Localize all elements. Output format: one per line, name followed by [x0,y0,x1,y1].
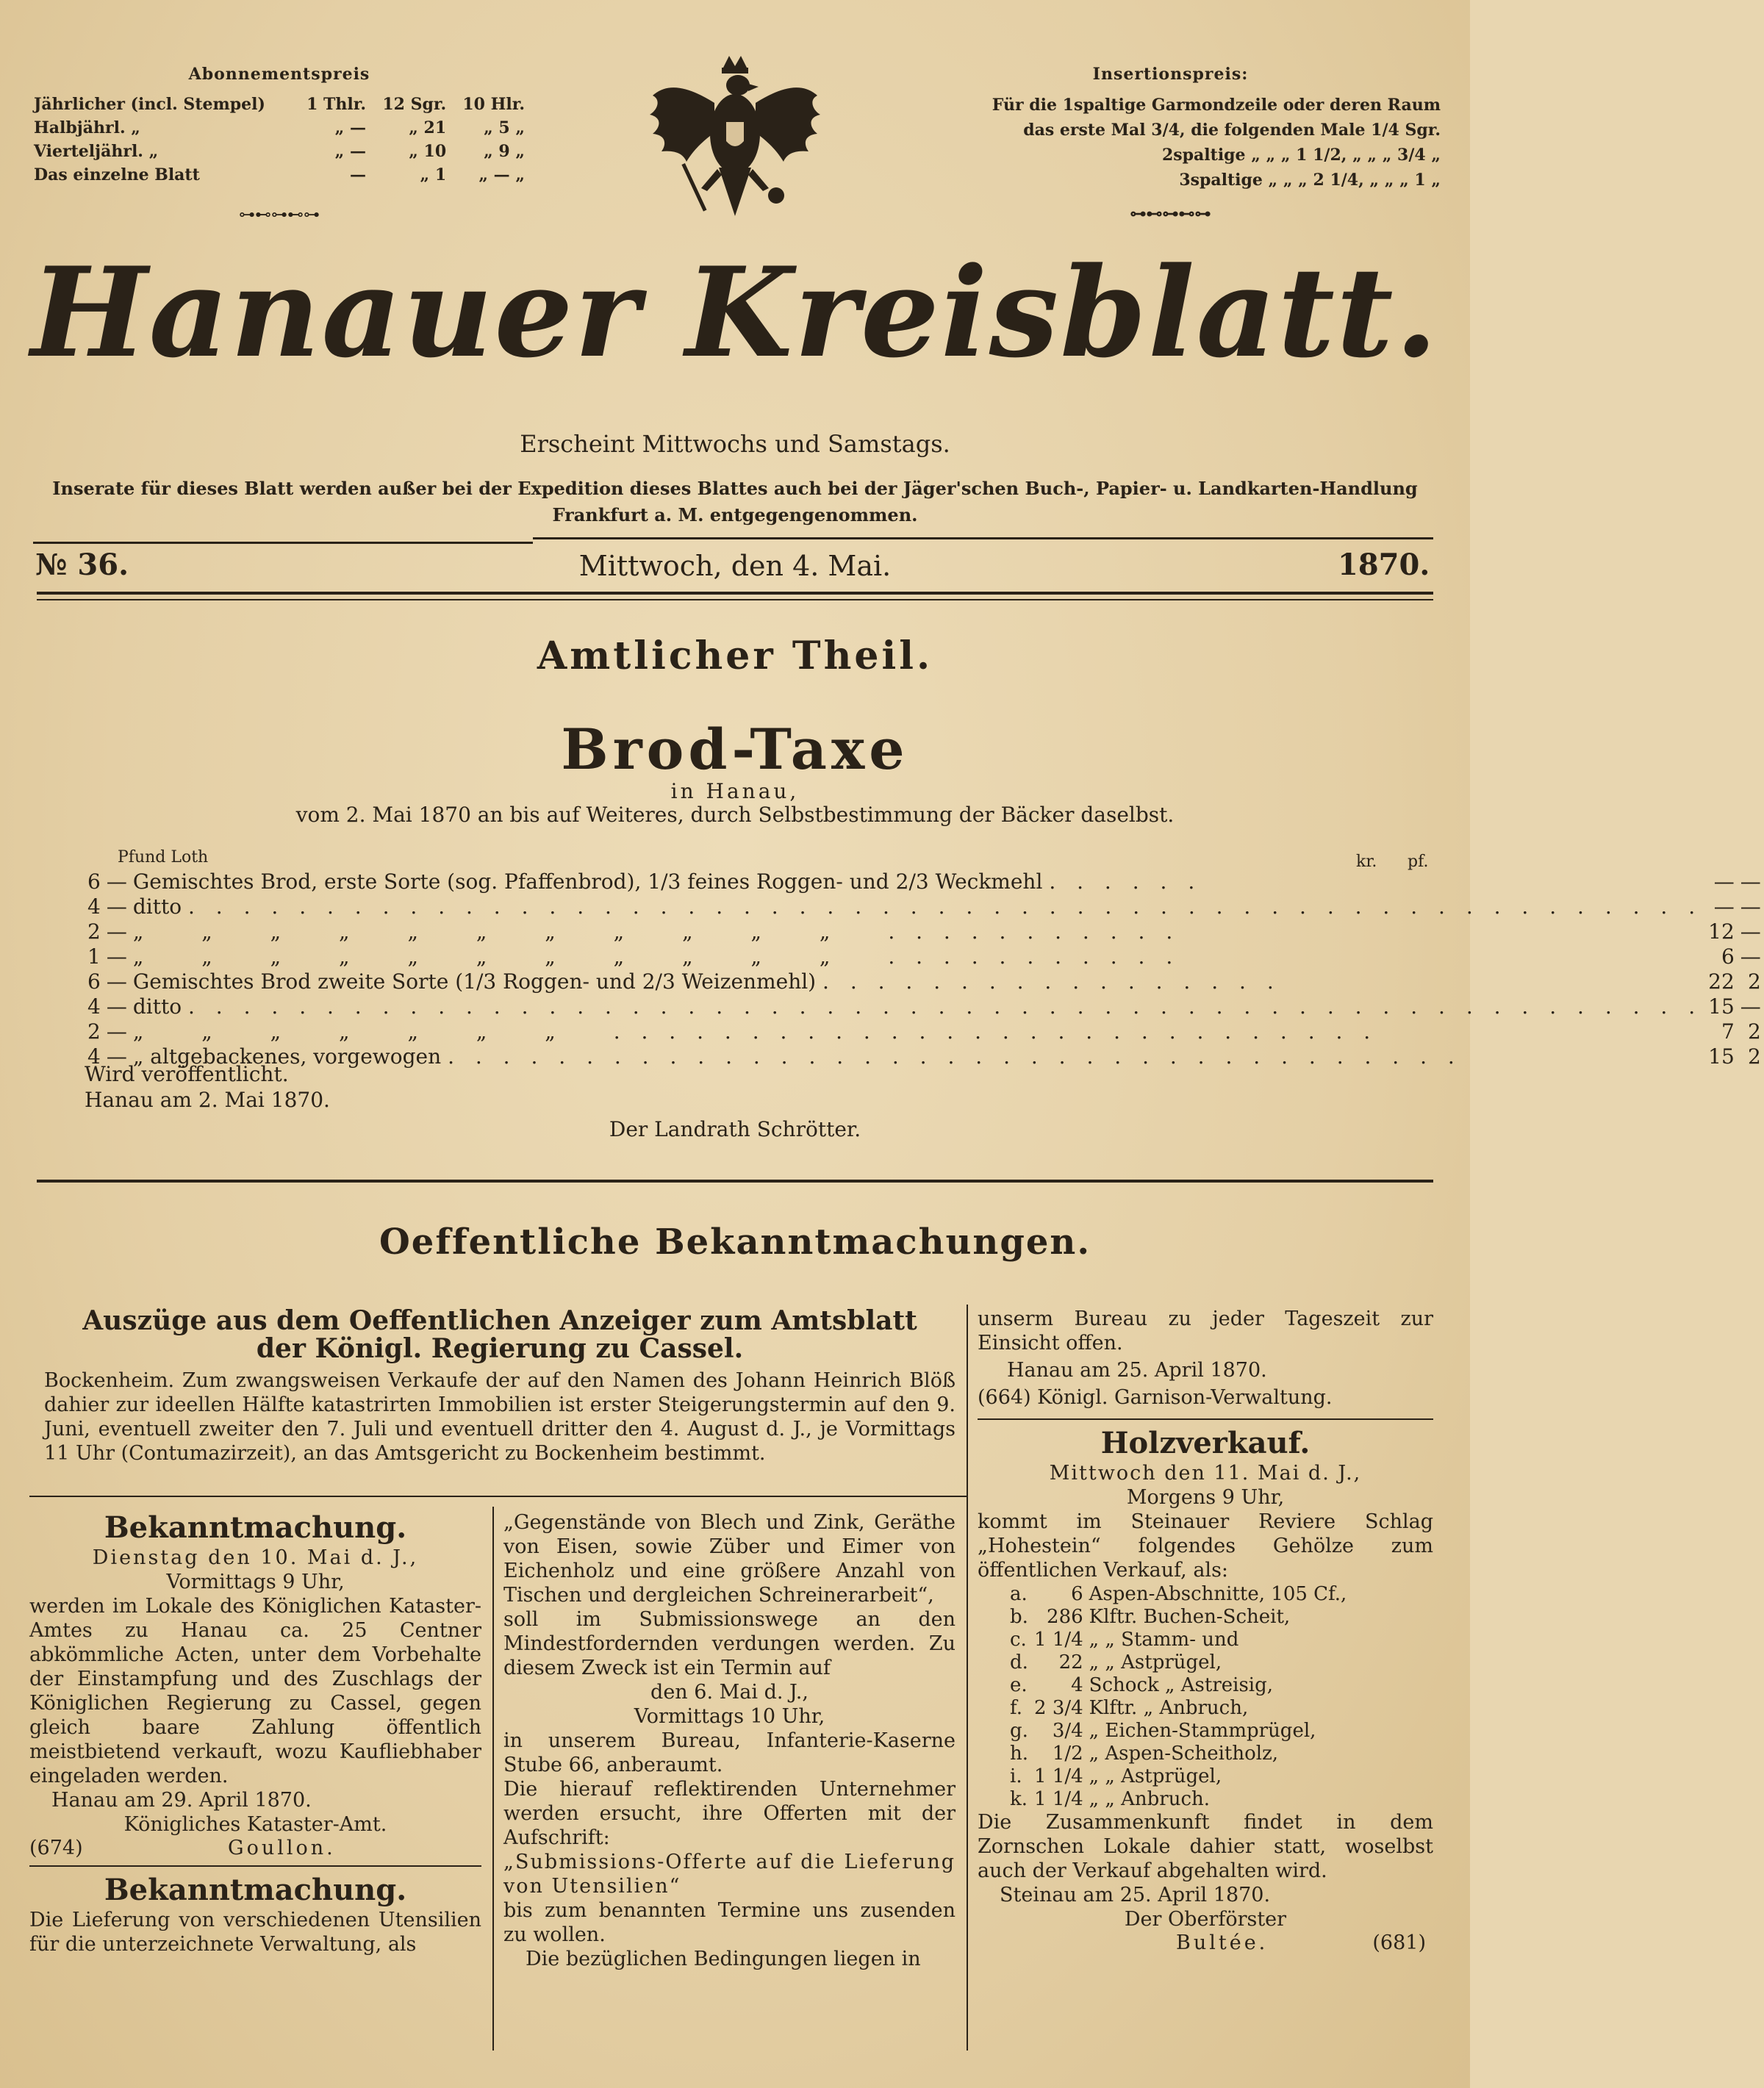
notice-column-right [978,1307,1433,1956]
brod-taxe-title: Brod-Taxe [561,717,909,782]
insertion-title: Insertionspreis: [1092,65,1249,84]
insertion-line: 2spaltige „ „ „ 1 1/2, „ „ „ 3/4 „ [1161,146,1441,165]
brod-subtitle: vom 2. Mai 1870 an bis auf Weiteres, durch Selbstbestimmung der Bäcker daselbst. [295,803,1175,827]
publication-days: Erscheint Mittwochs und Samstags. [520,430,950,458]
table-row: 4 — „ altgebackenes, vorgewogen . . . . . . . . . . . . . . . . . . . . . . . . . . . . . . . . . . . . . 15 2 [87,1044,1761,1069]
notice-body: kommt im Steinauer Reviere Schlag „Hohestein“ folgendes Gehölze zum öffentlichen Verkauf, als: [978,1510,1433,1582]
notice-body: Die Zusammenkunft findet in dem Zornschen Lokale dahier statt, woselbst auch der Verkauf abgehalten wird. [978,1811,1433,1882]
official-place-date: Hanau am 2. Mai 1870. [85,1088,330,1112]
brod-place: in Hanau, [670,779,800,803]
official-section-title: Amtlicher Theil. [537,634,933,678]
public-section-title: Oeffentliche Bekanntmachungen. [379,1221,1091,1263]
column-header-pfund-loth: Pfund Loth [118,848,209,867]
subscription-table [29,93,529,187]
bread-price-table [85,869,1764,1069]
list-item: f. 2 3/4 Klftr. „ Anbruch, [1010,1696,1249,1719]
list-item: c. 1 1/4 „ „ Stamm- und [1010,1628,1239,1651]
wood-item-table [1007,1582,1349,1810]
notice-date-line: den 6. Mai d. J., [650,1681,808,1704]
eagle-emblem [647,51,823,228]
subscription-price-box [29,65,529,224]
notice-title: Bekanntmachung. [104,1510,407,1545]
extract-title: Auszüge aus dem Oeffentlichen Anzeiger zum Amtsblatt [82,1305,917,1336]
notice-office: Königliches Kataster-Amt. [123,1813,387,1836]
list-item: d. 22 „ „ Astprügel, [1010,1651,1222,1673]
notice-footer [29,1837,481,1861]
notice-place-date: Steinau am 25. April 1870. [1000,1884,1271,1906]
notice-signature: Goullon. [228,1837,336,1859]
subscription-row: Halbjährl. „ „ — „ 21 „ 5 „ [34,118,525,137]
list-item: h. 1/2 „ Aspen-Scheitholz, [1010,1742,1279,1765]
divider-rule [37,1180,1433,1183]
list-item: k. 1 1/4 „ „ Anbruch. [1010,1787,1211,1810]
list-item: e. 4 Schock „ Astreisig, [1010,1673,1274,1696]
notice-time-line: Vormittags 9 Uhr, [166,1571,345,1593]
subscription-row: Jährlicher (incl. Stempel) 1 Thlr. 12 Sgr. 10 Hlr. [34,95,525,114]
insertion-price-box [900,65,1441,223]
issue-year: 1870. [1338,548,1430,582]
table-row: 4 — ditto . . . . . . . . . . . . . . . . . . . . . . . . . . . . . . . . . . . . . . . . . . . . . . . . . . . . . . . 15 — [87,994,1761,1019]
extract-title-2: der Königl. Regierung zu Cassel. [256,1333,744,1364]
notice-body: in unserem Bureau, Infanterie-Kaserne Stube 66, anberaumt. [503,1729,956,1776]
notice-body: Die bezüglichen Bedingungen liegen in [526,1948,921,1970]
subscription-row: Vierteljährl. „ „ — „ 10 „ 9 „ [34,142,525,161]
inserate-notice: Inserate für dieses Blatt werden außer bei der Expedition dieses Blattes auch bei der Jäger'schen Buch-, Papier- u. Landkarten-Handlung [52,478,1418,499]
table-row: 4 — ditto . . . . . . . . . . . . . . . . . . . . . . . . . . . . . . . . . . . . . . . . . . . . . . . . . . . . . . . — — [87,894,1761,919]
notice-column-middle [503,1510,956,1971]
notice-place-date: Hanau am 29. April 1870. [51,1789,312,1812]
notice-time-line: Morgens 9 Uhr, [1126,1486,1285,1509]
extract-block [44,1307,956,1465]
column-rule [967,1305,968,2051]
issue-number: № 36. [35,548,129,582]
divider-rule [33,542,533,544]
notice-signature: (664) Königl. Garnison-Verwaltung. [978,1386,1333,1409]
divider-rule [978,1418,1433,1420]
utensil-items: „Gegenstände von Blech und Zink, Geräthe von Eisen, sowie Züber und Eimer von Eichenholz und eine größere Anzahl von Tischen und dergleichen Schreinerarbeit“, [503,1511,956,1607]
divider-rule [37,592,1433,595]
table-row: 6 — Gemischtes Brod, erste Sorte (sog. Pfaffenbrod), 1/3 feines Roggen- und 2/3 Weckmehl . . . . . . — — [87,869,1761,894]
notice-body: soll im Submissionswege an den Mindestfordernden verdungen werden. Zu diesem Zweck ist ein Termin auf [503,1608,956,1679]
inserate-notice-2: Frankfurt a. M. entgegengenommen. [552,504,918,525]
notice-time-line: Vormittags 10 Uhr, [634,1705,825,1728]
bockenheim-notice: Bockenheim. Zum zwangsweisen Verkaufe der auf den Namen des Johann Heinrich Blöß dahier zur ideellen Hälfte katastrirten Immobilien ist erster Steigerungstermin auf den 9. Juni, eventuell zweiter den 7. Juli und eventuell dritter den 4. August d. J., je Vormittags 11 Uhr (Contumazirzeit), an das Amtsgericht zu Bockenheim bestimmt. [44,1369,956,1465]
official-signature: Der Landrath Schrötter. [609,1117,861,1141]
issue-date: Mittwoch, den 4. Mai. [578,550,892,582]
notice-title: Bekanntmachung. [104,1873,407,1907]
column-header-kr: kr. [1356,853,1377,871]
notice-footer [978,1931,1433,1956]
notice-place-date: Hanau am 25. April 1870. [1007,1359,1267,1382]
insertion-line: 3spaltige „ „ „ 2 1/4, „ „ „ 1 „ [1179,171,1441,190]
notice-number: (681) [1372,1931,1426,1954]
notice-date-line: Mittwoch den 11. Mai d. J., [1049,1462,1362,1485]
notice-body: Die Lieferung von verschiedenen Utensilien für die unterzeichnete Verwaltung, als [29,1909,481,1956]
divider-rule [533,537,1433,539]
published-note: Wird veröffentlicht. [85,1062,289,1086]
insertion-line: Für die 1spaltige Garmondzeile oder deren Raum [992,96,1441,115]
subscription-title: Abonnementspreis [188,65,370,84]
ornament-divider: ⊶⊷⊶⊷⊶ [239,206,320,224]
list-item: g. 3/4 „ Eichen-Stammprügel, [1010,1719,1316,1742]
table-row: 6 — Gemischtes Brod zweite Sorte (1/3 Roggen- und 2/3 Weizenmehl) . . . . . . . . . . . . . . . . . 22 2 [87,969,1761,994]
newspaper-title: Hanauer Kreisblatt. [30,240,1440,385]
divider-rule [29,1865,481,1867]
bread-table-header [85,845,1437,869]
ornament-divider: ⊶⊷⊶⊷⊶ [1130,204,1211,223]
divider-rule [37,599,1433,600]
notice-column-left [29,1510,481,1956]
divider-rule [29,1496,967,1497]
table-row: 1 — „ „ „ „ „ „ „ „ „ „ „ . . . . . . . . . . . 6 — [87,944,1761,969]
column-header-pf: pf. [1408,853,1429,871]
notice-body: werden im Lokale des Königlichen Kataster-Amtes zu Hanau ca. 25 Centner abkömmliche Acten, unter dem Vorbehalte der Einstampfung und des Zuschlags der Königlichen Regierung zu Cassel, gegen gleich baare Zahlung öffentlich meistbietend verkauft, wozu Kaufliebhaber eingeladen werden. [29,1595,481,1787]
table-row: 2 — „ „ „ „ „ „ „ . . . . . . . . . . . . . . . . . . . . . . . . . . . . 7 2 [87,1019,1761,1044]
wood-sale-title: Holzverkauf. [1100,1426,1311,1460]
subscription-row: Das einzelne Blatt — „ 1 „ — „ [34,165,525,184]
list-item: a. 6 Aspen-Abschnitte, 105 Cf., [1010,1582,1347,1605]
list-item: i. 1 1/4 „ „ Astprügel, [1010,1765,1222,1787]
notice-date-line: Dienstag den 10. Mai d. J., [92,1546,419,1569]
notice-number: (674) [29,1837,83,1859]
column-rule [492,1507,494,2051]
notice-body: unserm Bureau zu jeder Tageszeit zur Einsicht offen. [978,1307,1433,1355]
submission-quote: „Submissions-Offerte auf die Lieferung von Utensilien“ [503,1851,956,1898]
notice-body: bis zum benannten Termine uns zusenden zu wollen. [503,1899,956,1946]
notice-body: Die hierauf reflektirenden Unternehmer werden ersucht, ihre Offerten mit der Aufschrift: [503,1778,956,1849]
table-row: 2 — „ „ „ „ „ „ „ „ „ „ „ . . . . . . . . . . . 12 — [87,919,1761,944]
insertion-line: das erste Mal 3/4, die folgenden Male 1/4 Sgr. [1023,121,1441,140]
list-item: b. 286 Klftr. Buchen-Scheit, [1010,1605,1291,1628]
notice-office: Der Oberförster [1124,1908,1287,1931]
notice-signature: Bultée. [1176,1931,1269,1954]
bread-price-table-wrap [85,845,1761,1069]
